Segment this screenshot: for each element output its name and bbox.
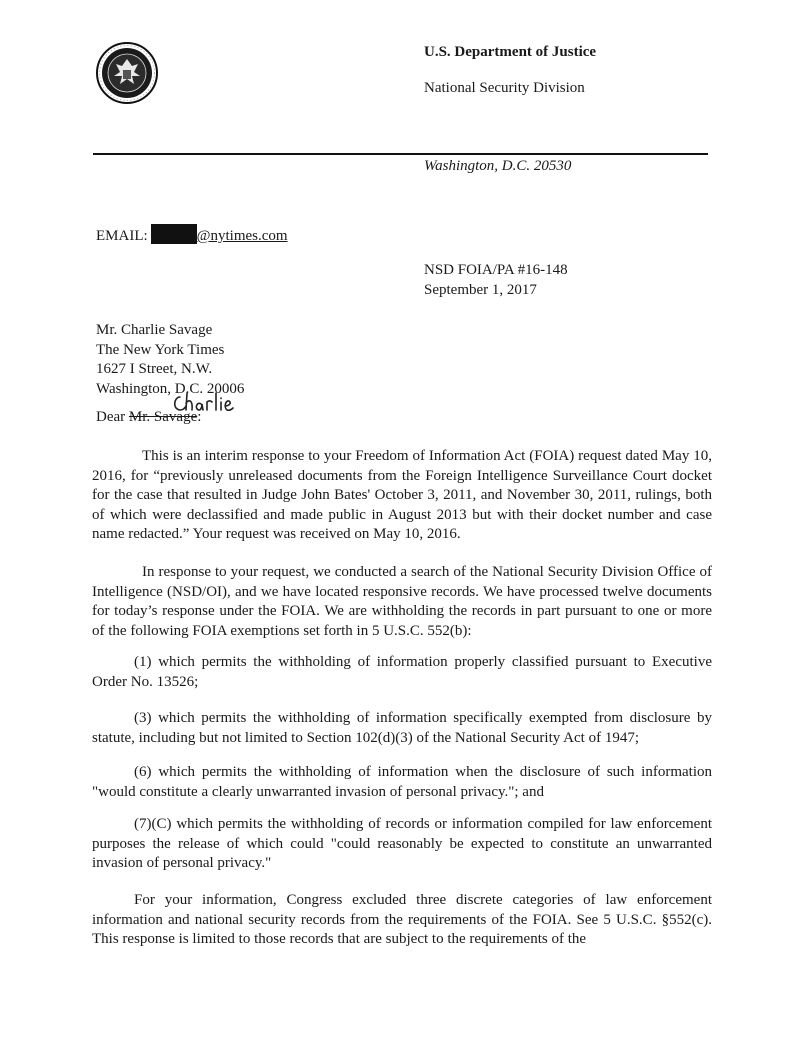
division-name: National Security Division bbox=[424, 80, 585, 96]
email-line bbox=[96, 224, 288, 245]
paragraph-search: In response to your request, we conducted a search of the National Security Division Office of Intelligence (NSD/OI), and we have located responsive records. We have processed twelve documents for today’s response under the FOIA. We are withholding the records in part pursuant to one or more of the following FOIA exemptions set forth in 5 U.S.C. 552(b): bbox=[92, 564, 712, 639]
redaction-block bbox=[151, 224, 197, 244]
recipient-organization: The New York Times bbox=[96, 341, 225, 358]
exemption-b7c: (7)(C) which permits the withholding of records or information compiled for law enforcement purposes the release of which could "could reasonably be expected to constitute an unwarranted invasion of personal privacy." bbox=[92, 816, 712, 872]
exemption-b1: (1) which permits the withholding of information properly classified pursuant to Executive Order No. 13526; bbox=[92, 654, 712, 690]
salutation-colon: : bbox=[197, 409, 202, 425]
request-number: NSD FOIA/PA #16-148 bbox=[424, 262, 568, 278]
letterhead-divider bbox=[93, 153, 708, 155]
doj-seal-icon bbox=[96, 42, 158, 104]
paragraph-exclusions: For your information, Congress excluded three discrete categories of law enforcement information and national security records from the requirements of the FOIA. See 5 U.S.C. §552(c). This response is limited to those records that are subject to the requirements of the bbox=[92, 892, 712, 948]
recipient-name: Mr. Charlie Savage bbox=[96, 322, 213, 338]
salutation bbox=[96, 409, 201, 426]
exemption-b3: (3) which permits the withholding of information specifically exempted from disclosure by statute, including but not limited to Section 102(d)(3) of the National Security Act of 1947; bbox=[92, 710, 712, 746]
email-label: EMAIL: bbox=[96, 228, 148, 244]
letter-date: September 1, 2017 bbox=[424, 282, 537, 298]
recipient-street: 1627 I Street, N.W. bbox=[96, 361, 213, 377]
struck-salutation-name: Mr. Savage bbox=[128, 409, 198, 425]
paragraph-intro: This is an interim response to your Freedom of Information Act (FOIA) request dated May 10, 2016, for “previously unreleased documents from the Foreign Intelligence Surveillance Court docket for the case that resulted in Judge John Bates' October 3, 2011, and November 30, 2011, rulings, both of which were declassified and made public in August 2013 but with their docket number and case name redacted.” Your request was received on May 10, 2016. bbox=[92, 448, 712, 543]
recipient-address bbox=[96, 321, 244, 399]
salutation-prefix: Dear bbox=[96, 409, 126, 425]
exemption-b6: (6) which permits the withholding of information when the disclosure of such information "would constitute a clearly unwarranted invasion of personal privacy."; and bbox=[92, 764, 712, 800]
recipient-city: Washington, D.C. 20006 bbox=[96, 380, 245, 397]
office-location: Washington, D.C. 20530 bbox=[424, 158, 572, 174]
email-domain: @nytimes.com bbox=[196, 228, 288, 244]
department-name: U.S. Department of Justice bbox=[424, 44, 597, 60]
